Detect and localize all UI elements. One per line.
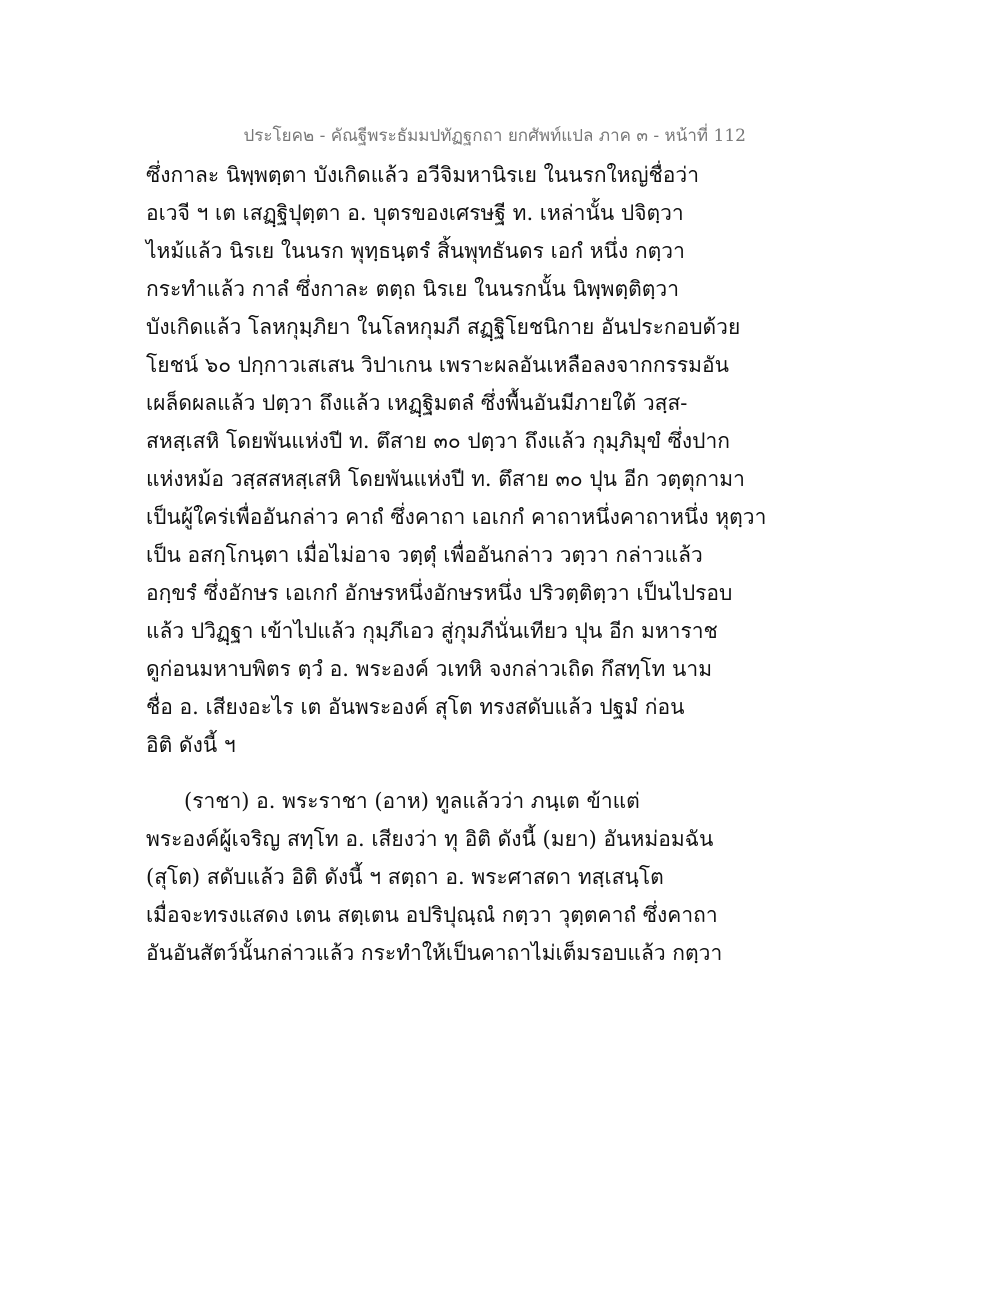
running-header: ประโยค๒ - คัณฐีพระธัมมปทัฏฐกถา ยกศัพท์แปล ภาค ๓ - หน้าที่ 112 (243, 126, 746, 146)
text-line: (ราชา) อ. พระราชา (อาห) ทูลแล้วว่า ภนฺเต ข้าแต่ (184, 789, 640, 813)
text-line: เป็นผู้ใคร่เพื่ออันกล่าว คาถํ ซึ่งคาถา เอเกกํ คาถาหนึ่งคาถาหนึ่ง หุตฺวา (146, 505, 767, 529)
paragraph-spacer (146, 764, 766, 782)
body-text (146, 156, 766, 972)
text-line: โยชน์ ๖๐ ปกฺกาวเสเสน วิปาเกน เพราะผลอันเหลือลงจากกรรมอัน (146, 353, 729, 377)
paragraph-2 (146, 782, 766, 972)
text-line: ชื่อ อ. เสียงอะไร เต อันพระองค์ สุโต ทรงสดับแล้ว ปฐมํ ก่อน (146, 695, 685, 719)
text-line: อันอันสัตว์นั้นกล่าวแล้ว กระทำให้เป็นคาถาไม่เต็มรอบแล้ว กตฺวา (146, 941, 723, 965)
text-line: ดูก่อนมหาบพิตร ตฺวํ อ. พระองค์ วเทหิ จงกล่าวเถิด กึสทฺโท นาม (146, 657, 713, 681)
paragraph-1 (146, 156, 766, 764)
text-line: ซึ่งกาละ นิพฺพตฺตา บังเกิดแล้ว อวีจิมหานิรเย ในนรกใหญ่ชื่อว่า (146, 163, 699, 187)
text-line: กระทำแล้ว กาลํ ซึ่งกาละ ตตฺถ นิรเย ในนรกนั้น นิพฺพตฺติตฺวา (146, 277, 680, 301)
text-line: เผล็ดผลแล้ว ปตฺวา ถึงแล้ว เหฏฺฐิมตลํ ซึ่งพื้นอันมีภายใต้ วสฺส- (146, 391, 688, 415)
text-line: (สุโต) สดับแล้ว อิติ ดังนี้ ฯ สตฺถา อ. พระศาสดา ทสฺเสนฺโต (146, 865, 664, 889)
text-line: อเวจี ฯ เต เสฏฺฐิปุตฺตา อ. บุตรของเศรษฐี ท. เหล่านั้น ปจิตฺวา (146, 201, 684, 225)
text-line: บังเกิดแล้ว โลหกุมฺภิยา ในโลหกุมภี สฏฺฐิโยชนิกาย อันประกอบด้วย (146, 315, 741, 339)
text-line: แห่งหม้อ วสฺสสหสฺเสหิ โดยพันแห่งปี ท. ตึสาย ๓๐ ปุน อีก วตฺตุกามา (146, 467, 745, 491)
text-line: สหสฺเสหิ โดยพันแห่งปี ท. ตึสาย ๓๐ ปตฺวา ถึงแล้ว กุมฺภิมุขํ ซึ่งปาก (146, 429, 731, 453)
text-line: พระองค์ผู้เจริญ สทฺโท อ. เสียงว่า ทุ อิติ ดังนี้ (มยา) อันหม่อมฉัน (146, 827, 714, 851)
text-line: อิติ ดังนี้ ฯ (146, 733, 236, 757)
text-line: เมื่อจะทรงแสดง เตน สตฺเตน อปริปุณฺณํ กตฺวา วุตฺตคาถํ ซึ่งคาถา (146, 903, 718, 927)
text-line: ไหม้แล้ว นิรเย ในนรก พุทฺธนฺตรํ สิ้นพุทธันดร เอกํ หนึ่ง กตฺวา (146, 239, 685, 263)
text-line: อกฺขรํ ซึ่งอักษร เอเกกํ อักษรหนึ่งอักษรหนึ่ง ปริวตฺติตฺวา เป็นไปรอบ (146, 581, 733, 605)
text-line: แล้ว ปวิฏฺฐา เข้าไปแล้ว กุมฺภึเอว สู่กุมภีนั่นเทียว ปุน อีก มหาราช (146, 619, 718, 643)
text-line: เป็น อสกฺโกนฺตา เมื่อไม่อาจ วตฺตุํ เพื่ออันกล่าว วตฺวา กล่าวแล้ว (146, 543, 703, 567)
